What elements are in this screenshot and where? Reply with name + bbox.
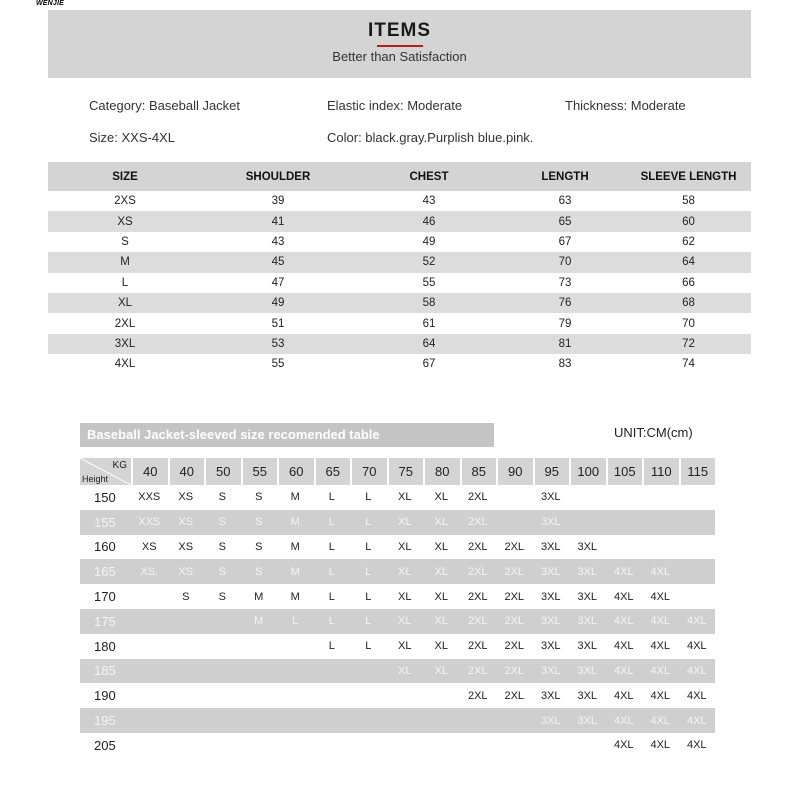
recommend-row: [80, 708, 715, 733]
size-table-cell: 41: [202, 211, 354, 231]
recommend-cell: 4XL: [679, 609, 716, 634]
recommend-cell: 4XL: [650, 640, 671, 653]
size-table-row: [48, 293, 751, 313]
size-col-header: LENGTH: [504, 162, 626, 191]
recommend-cell: [131, 708, 168, 733]
recommend-cell: [350, 733, 387, 758]
recommend-table: [80, 458, 715, 758]
recommend-cell: XL: [423, 609, 460, 634]
recommend-cell: [423, 708, 460, 733]
recommend-cell: 3XL: [533, 609, 570, 634]
size-table-row: [48, 232, 751, 252]
recommend-cell: XL: [423, 659, 460, 684]
recommend-cell: S: [255, 491, 263, 504]
recommend-cell: XL: [387, 659, 424, 684]
weight-header: 55: [241, 458, 278, 485]
recommend-cell: [131, 584, 168, 609]
recommend-cell: [168, 708, 205, 733]
size-table-row: [48, 191, 751, 211]
recommend-cell: 4XL: [642, 659, 679, 684]
recommend-cell: [496, 733, 533, 758]
recommend-cell: L: [365, 640, 372, 653]
recommend-cell: XL: [387, 609, 424, 634]
recommend-cell: 2XL: [460, 659, 497, 684]
recommend-cell: 3XL: [540, 540, 561, 553]
title-underline: [377, 45, 423, 47]
recommend-cell: M: [254, 590, 264, 603]
size-chart-table: [48, 162, 751, 375]
size-table-row: [48, 334, 751, 354]
recommend-cell: M: [241, 609, 278, 634]
recommend-cell: XS: [168, 510, 205, 535]
recommend-cell: XL: [434, 491, 448, 504]
recommend-cell: M: [290, 540, 300, 553]
corner-height-label: Height: [82, 474, 109, 484]
weight-header: 80: [423, 458, 460, 485]
recommend-row: [80, 584, 715, 609]
recommend-cell: XS: [178, 540, 194, 553]
recommend-cell: 4XL: [613, 640, 634, 653]
recommend-row: [80, 535, 715, 560]
recommend-cell: [314, 733, 351, 758]
weight-header: 90: [496, 458, 533, 485]
size-table-cell: XL: [48, 293, 202, 313]
recommend-cell: XS: [141, 540, 157, 553]
size-table-cell: 49: [422, 235, 436, 248]
recommend-cell: L: [365, 540, 372, 553]
recommend-cell: [241, 708, 278, 733]
weight-header: 60: [277, 458, 314, 485]
size-table-cell: 67: [558, 235, 572, 248]
recommend-cell: [423, 733, 460, 758]
recommend-cell: 2XL: [496, 559, 533, 584]
size-table-cell: 66: [682, 276, 695, 289]
recommend-cell: M: [277, 559, 314, 584]
size-table-cell: 70: [504, 252, 626, 272]
recommend-cell: [460, 733, 497, 758]
recommend-cell: 3XL: [540, 689, 561, 702]
recommend-cell: [496, 510, 533, 535]
recommend-cell: 2XL: [504, 590, 525, 603]
recommend-cell: 2XL: [504, 540, 525, 553]
recommend-cell: [277, 733, 314, 758]
recommend-row: [80, 659, 715, 684]
size-table-cell: 70: [682, 317, 695, 330]
recommend-cell: [350, 708, 387, 733]
recommend-cell: S: [218, 540, 226, 553]
recommend-cell: [241, 634, 278, 659]
recommend-cell: 2XL: [460, 559, 497, 584]
recommend-cell: 4XL: [606, 559, 643, 584]
recommend-cell: XL: [398, 540, 412, 553]
size-table-cell: XS: [48, 211, 202, 231]
recommend-cell: S: [241, 559, 278, 584]
info-color: Color: black.gray.Purplish blue.pink.: [327, 130, 534, 145]
recommend-cell: L: [328, 491, 335, 504]
recommend-cell: [241, 659, 278, 684]
recommend-cell: [642, 510, 679, 535]
recommend-cell: 4XL: [686, 739, 707, 752]
size-table-cell: 45: [202, 252, 354, 272]
recommend-cell: 3XL: [533, 559, 570, 584]
size-table-cell: S: [121, 235, 129, 248]
size-table-cell: 53: [202, 334, 354, 354]
recommend-cell: 4XL: [613, 689, 634, 702]
recommend-cell: [131, 609, 168, 634]
height-label: 155: [80, 510, 131, 535]
weight-header: 65: [314, 458, 351, 485]
size-table-cell: 61: [422, 317, 436, 330]
size-table-cell: 64: [354, 334, 504, 354]
size-table-cell: 62: [682, 235, 695, 248]
size-table-cell: 73: [558, 276, 572, 289]
size-table-cell: 81: [504, 334, 626, 354]
size-table-row: [48, 252, 751, 272]
recommend-cell: [496, 708, 533, 733]
recommend-cell: [241, 683, 278, 708]
size-table-cell: 64: [626, 252, 751, 272]
size-table-cell: 2XS: [114, 195, 136, 208]
recommend-cell: [679, 485, 716, 510]
recommend-cell: [642, 535, 679, 560]
size-table-row: [48, 354, 751, 374]
recommend-cell: S: [204, 559, 241, 584]
size-table-cell: 51: [271, 317, 285, 330]
recommend-cell: [496, 485, 533, 510]
size-table-cell: 79: [558, 317, 572, 330]
recommend-cell: XL: [387, 510, 424, 535]
recommend-cell: 2XL: [467, 540, 488, 553]
size-table-cell: 46: [354, 211, 504, 231]
size-col-header: SHOULDER: [202, 162, 354, 191]
recommend-cell: L: [350, 559, 387, 584]
weight-header: 95: [533, 458, 570, 485]
recommend-cell: 2XL: [460, 609, 497, 634]
recommend-cell: 3XL: [577, 590, 598, 603]
recommend-cell: 4XL: [679, 708, 716, 733]
recommend-cell: [387, 683, 424, 708]
recommend-cell: S: [218, 491, 226, 504]
info-category: Category: Baseball Jacket: [89, 98, 241, 113]
brand-logo: WENJIE: [36, 0, 65, 7]
size-table-cell: 3XL: [48, 334, 202, 354]
size-table-cell: 43: [422, 195, 436, 208]
recommend-row: [80, 485, 715, 510]
recommend-cell: [569, 733, 606, 758]
size-table-cell: 83: [558, 358, 572, 371]
recommend-cell: [606, 510, 643, 535]
size-chart-header-row: [48, 162, 751, 191]
recommend-cell: 4XL: [642, 708, 679, 733]
recommend-cell: S: [204, 510, 241, 535]
recommend-cell: 2XL: [467, 491, 488, 504]
recommend-cell: [679, 535, 716, 560]
recommend-cell: L: [314, 609, 351, 634]
recommend-cell: 3XL: [577, 640, 598, 653]
recommend-cell: [204, 708, 241, 733]
weight-header: 105: [606, 458, 643, 485]
recommend-cell: 4XL: [613, 739, 634, 752]
recommend-cell: XL: [387, 559, 424, 584]
height-label: 170: [94, 589, 116, 605]
recommend-cell: [131, 659, 168, 684]
height-label: 160: [94, 539, 116, 555]
recommend-cell: 3XL: [577, 540, 598, 553]
size-col-header: SLEEVE LENGTH: [626, 162, 751, 191]
recommend-cell: 3XL: [569, 708, 606, 733]
size-table-cell: 76: [504, 293, 626, 313]
size-table-cell: 67: [422, 358, 436, 371]
recommend-cell: [387, 733, 424, 758]
recommend-cell: [277, 683, 314, 708]
recommend-cell: [679, 510, 716, 535]
recommend-cell: L: [328, 590, 335, 603]
recommend-cell: [204, 609, 241, 634]
recommend-cell: 4XL: [606, 659, 643, 684]
recommend-cell: 2XL: [467, 640, 488, 653]
recommend-cell: S: [255, 540, 263, 553]
recommend-row: [80, 683, 715, 708]
size-table-cell: 43: [271, 235, 285, 248]
height-label: 180: [94, 638, 116, 654]
recommend-cell: 3XL: [569, 659, 606, 684]
size-table-cell: M: [48, 252, 202, 272]
recommend-cell: L: [365, 491, 372, 504]
recommend-cell: 4XL: [642, 559, 679, 584]
recommend-cell: L: [277, 609, 314, 634]
size-table-cell: 60: [626, 211, 751, 231]
recommend-cell: [204, 733, 241, 758]
recommend-cell: [423, 683, 460, 708]
recommend-cell: 4XL: [650, 689, 671, 702]
recommend-cell: [277, 659, 314, 684]
weight-header: 50: [204, 458, 241, 485]
recommend-cell: XXS: [131, 510, 168, 535]
size-table-row: [48, 273, 751, 293]
recommend-cell: [168, 733, 205, 758]
recommend-cell: [569, 510, 606, 535]
recommend-cell: [131, 634, 168, 659]
recommend-cell: [314, 683, 351, 708]
recommend-cell: 4XL: [606, 609, 643, 634]
size-table-cell: 58: [682, 195, 695, 208]
recommend-cell: 2XL: [504, 640, 525, 653]
recommend-cell: [204, 634, 241, 659]
recommend-cell: [168, 634, 205, 659]
height-label: 165: [80, 559, 131, 584]
recommend-cell: [314, 659, 351, 684]
recommend-cell: 3XL: [533, 510, 570, 535]
page-title: ITEMS: [367, 20, 432, 41]
info-elastic: Elastic index: Moderate: [327, 98, 463, 113]
recommend-cell: S: [218, 590, 226, 603]
size-table-cell: 49: [202, 293, 354, 313]
recommend-cell: [241, 733, 278, 758]
recommend-cell: 4XL: [606, 708, 643, 733]
recommend-cell: XL: [434, 540, 448, 553]
info-thickness: Thickness: Moderate: [565, 98, 686, 113]
size-table-cell: 2XL: [114, 317, 136, 330]
recommend-cell: 3XL: [533, 659, 570, 684]
recommend-cell: [387, 708, 424, 733]
recommend-row: [80, 609, 715, 634]
recommend-cell: M: [290, 590, 300, 603]
recommend-cell: L: [350, 609, 387, 634]
recommend-cell: [168, 609, 205, 634]
recommend-cell: [131, 733, 168, 758]
size-table-cell: 39: [271, 195, 285, 208]
recommend-cell: XL: [398, 590, 412, 603]
recommend-row: [80, 733, 715, 758]
recommend-cell: 4XL: [679, 659, 716, 684]
weight-header: 110: [642, 458, 679, 485]
page-subtitle: Better than Satisfaction: [332, 48, 467, 64]
size-table-cell: 55: [271, 358, 285, 371]
recommend-cell: 2XL: [504, 689, 525, 702]
recommend-cell: XXS: [138, 491, 161, 504]
recommend-cell: 3XL: [540, 491, 561, 504]
recommend-cell: [277, 708, 314, 733]
recommend-cell: XL: [423, 510, 460, 535]
recommend-row: [80, 559, 715, 584]
recommend-cell: [606, 535, 643, 560]
recommend-table-title: Baseball Jacket-sleeved size recomended table: [80, 423, 494, 447]
unit-label: UNIT:CM(cm): [614, 425, 693, 440]
recommend-cell: 2XL: [467, 590, 488, 603]
size-table-cell: 4XL: [114, 358, 136, 371]
weight-header: 75: [387, 458, 424, 485]
recommend-cell: [168, 683, 205, 708]
recommend-cell: 3XL: [540, 640, 561, 653]
recommend-header-row: [80, 458, 715, 485]
size-table-row: [48, 313, 751, 333]
recommend-cell: M: [290, 491, 300, 504]
size-col-header: SIZE: [48, 162, 202, 191]
header-corner-cell: [80, 458, 131, 485]
recommend-cell: [460, 708, 497, 733]
recommend-cell: 4XL: [650, 739, 671, 752]
recommend-cell: L: [328, 540, 335, 553]
recommend-cell: 2XL: [460, 510, 497, 535]
height-label: 205: [94, 737, 116, 753]
recommend-row: [80, 634, 715, 659]
size-table-cell: 58: [354, 293, 504, 313]
size-table-cell: 65: [504, 211, 626, 231]
recommend-cell: L: [350, 510, 387, 535]
size-table-row: [48, 211, 751, 231]
recommend-cell: 4XL: [613, 590, 634, 603]
recommend-cell: XS: [168, 559, 205, 584]
recommend-cell: [350, 683, 387, 708]
recommend-cell: L: [365, 590, 372, 603]
recommend-cell: XL: [434, 640, 448, 653]
recommend-cell: XL: [434, 590, 448, 603]
recommend-cell: [168, 659, 205, 684]
recommend-cell: [314, 708, 351, 733]
recommend-cell: 3XL: [533, 708, 570, 733]
recommend-cell: [679, 584, 716, 609]
recommend-cell: L: [328, 640, 335, 653]
weight-header: 40: [168, 458, 205, 485]
recommend-cell: XL: [398, 640, 412, 653]
size-table-cell: 63: [558, 195, 572, 208]
weight-header: 70: [350, 458, 387, 485]
size-table-cell: 74: [682, 358, 695, 371]
size-table-cell: 52: [354, 252, 504, 272]
size-table-cell: 55: [422, 276, 436, 289]
recommend-cell: 4XL: [650, 590, 671, 603]
recommend-cell: [679, 559, 716, 584]
recommend-cell: 3XL: [577, 689, 598, 702]
recommend-cell: 2XL: [496, 659, 533, 684]
recommend-cell: L: [314, 510, 351, 535]
recommend-cell: 4XL: [686, 689, 707, 702]
recommend-cell: XL: [398, 491, 412, 504]
recommend-cell: S: [182, 590, 190, 603]
recommend-cell: [350, 659, 387, 684]
size-col-header: CHEST: [354, 162, 504, 191]
recommend-cell: 3XL: [569, 559, 606, 584]
recommend-cell: 2XL: [496, 609, 533, 634]
recommend-cell: [569, 485, 606, 510]
weight-header: 40: [131, 458, 168, 485]
height-label: 195: [80, 708, 131, 733]
recommend-cell: S: [241, 510, 278, 535]
recommend-cell: 3XL: [540, 590, 561, 603]
recommend-cell: 4XL: [686, 640, 707, 653]
recommend-cell: [204, 659, 241, 684]
size-table-cell: 47: [271, 276, 285, 289]
recommend-cell: [606, 485, 643, 510]
size-table-cell: 72: [626, 334, 751, 354]
recommend-cell: XS.: [131, 559, 168, 584]
weight-header: 85: [460, 458, 497, 485]
recommend-cell: XS: [178, 491, 194, 504]
recommend-cell: M: [277, 510, 314, 535]
height-label: 175: [80, 609, 131, 634]
height-label: 185: [80, 659, 131, 684]
weight-header: 100: [569, 458, 606, 485]
recommend-cell: 2XL: [467, 689, 488, 702]
recommend-cell: [277, 634, 314, 659]
recommend-cell: 3XL: [569, 609, 606, 634]
height-label: 150: [94, 489, 116, 505]
corner-kg-label: KG: [112, 460, 127, 471]
recommend-cell: [204, 683, 241, 708]
size-table-cell: 68: [626, 293, 751, 313]
weight-header: 115: [679, 458, 716, 485]
info-size: Size: XXS-4XL: [89, 130, 175, 145]
recommend-row: [80, 510, 715, 535]
recommend-cell: XL: [423, 559, 460, 584]
recommend-cell: L: [314, 559, 351, 584]
recommend-cell: [642, 485, 679, 510]
header-banner: [48, 10, 751, 78]
recommend-cell: [533, 733, 570, 758]
height-label: 190: [94, 688, 116, 704]
recommend-cell: [131, 683, 168, 708]
recommend-cell: 4XL: [642, 609, 679, 634]
size-table-cell: L: [121, 276, 129, 289]
